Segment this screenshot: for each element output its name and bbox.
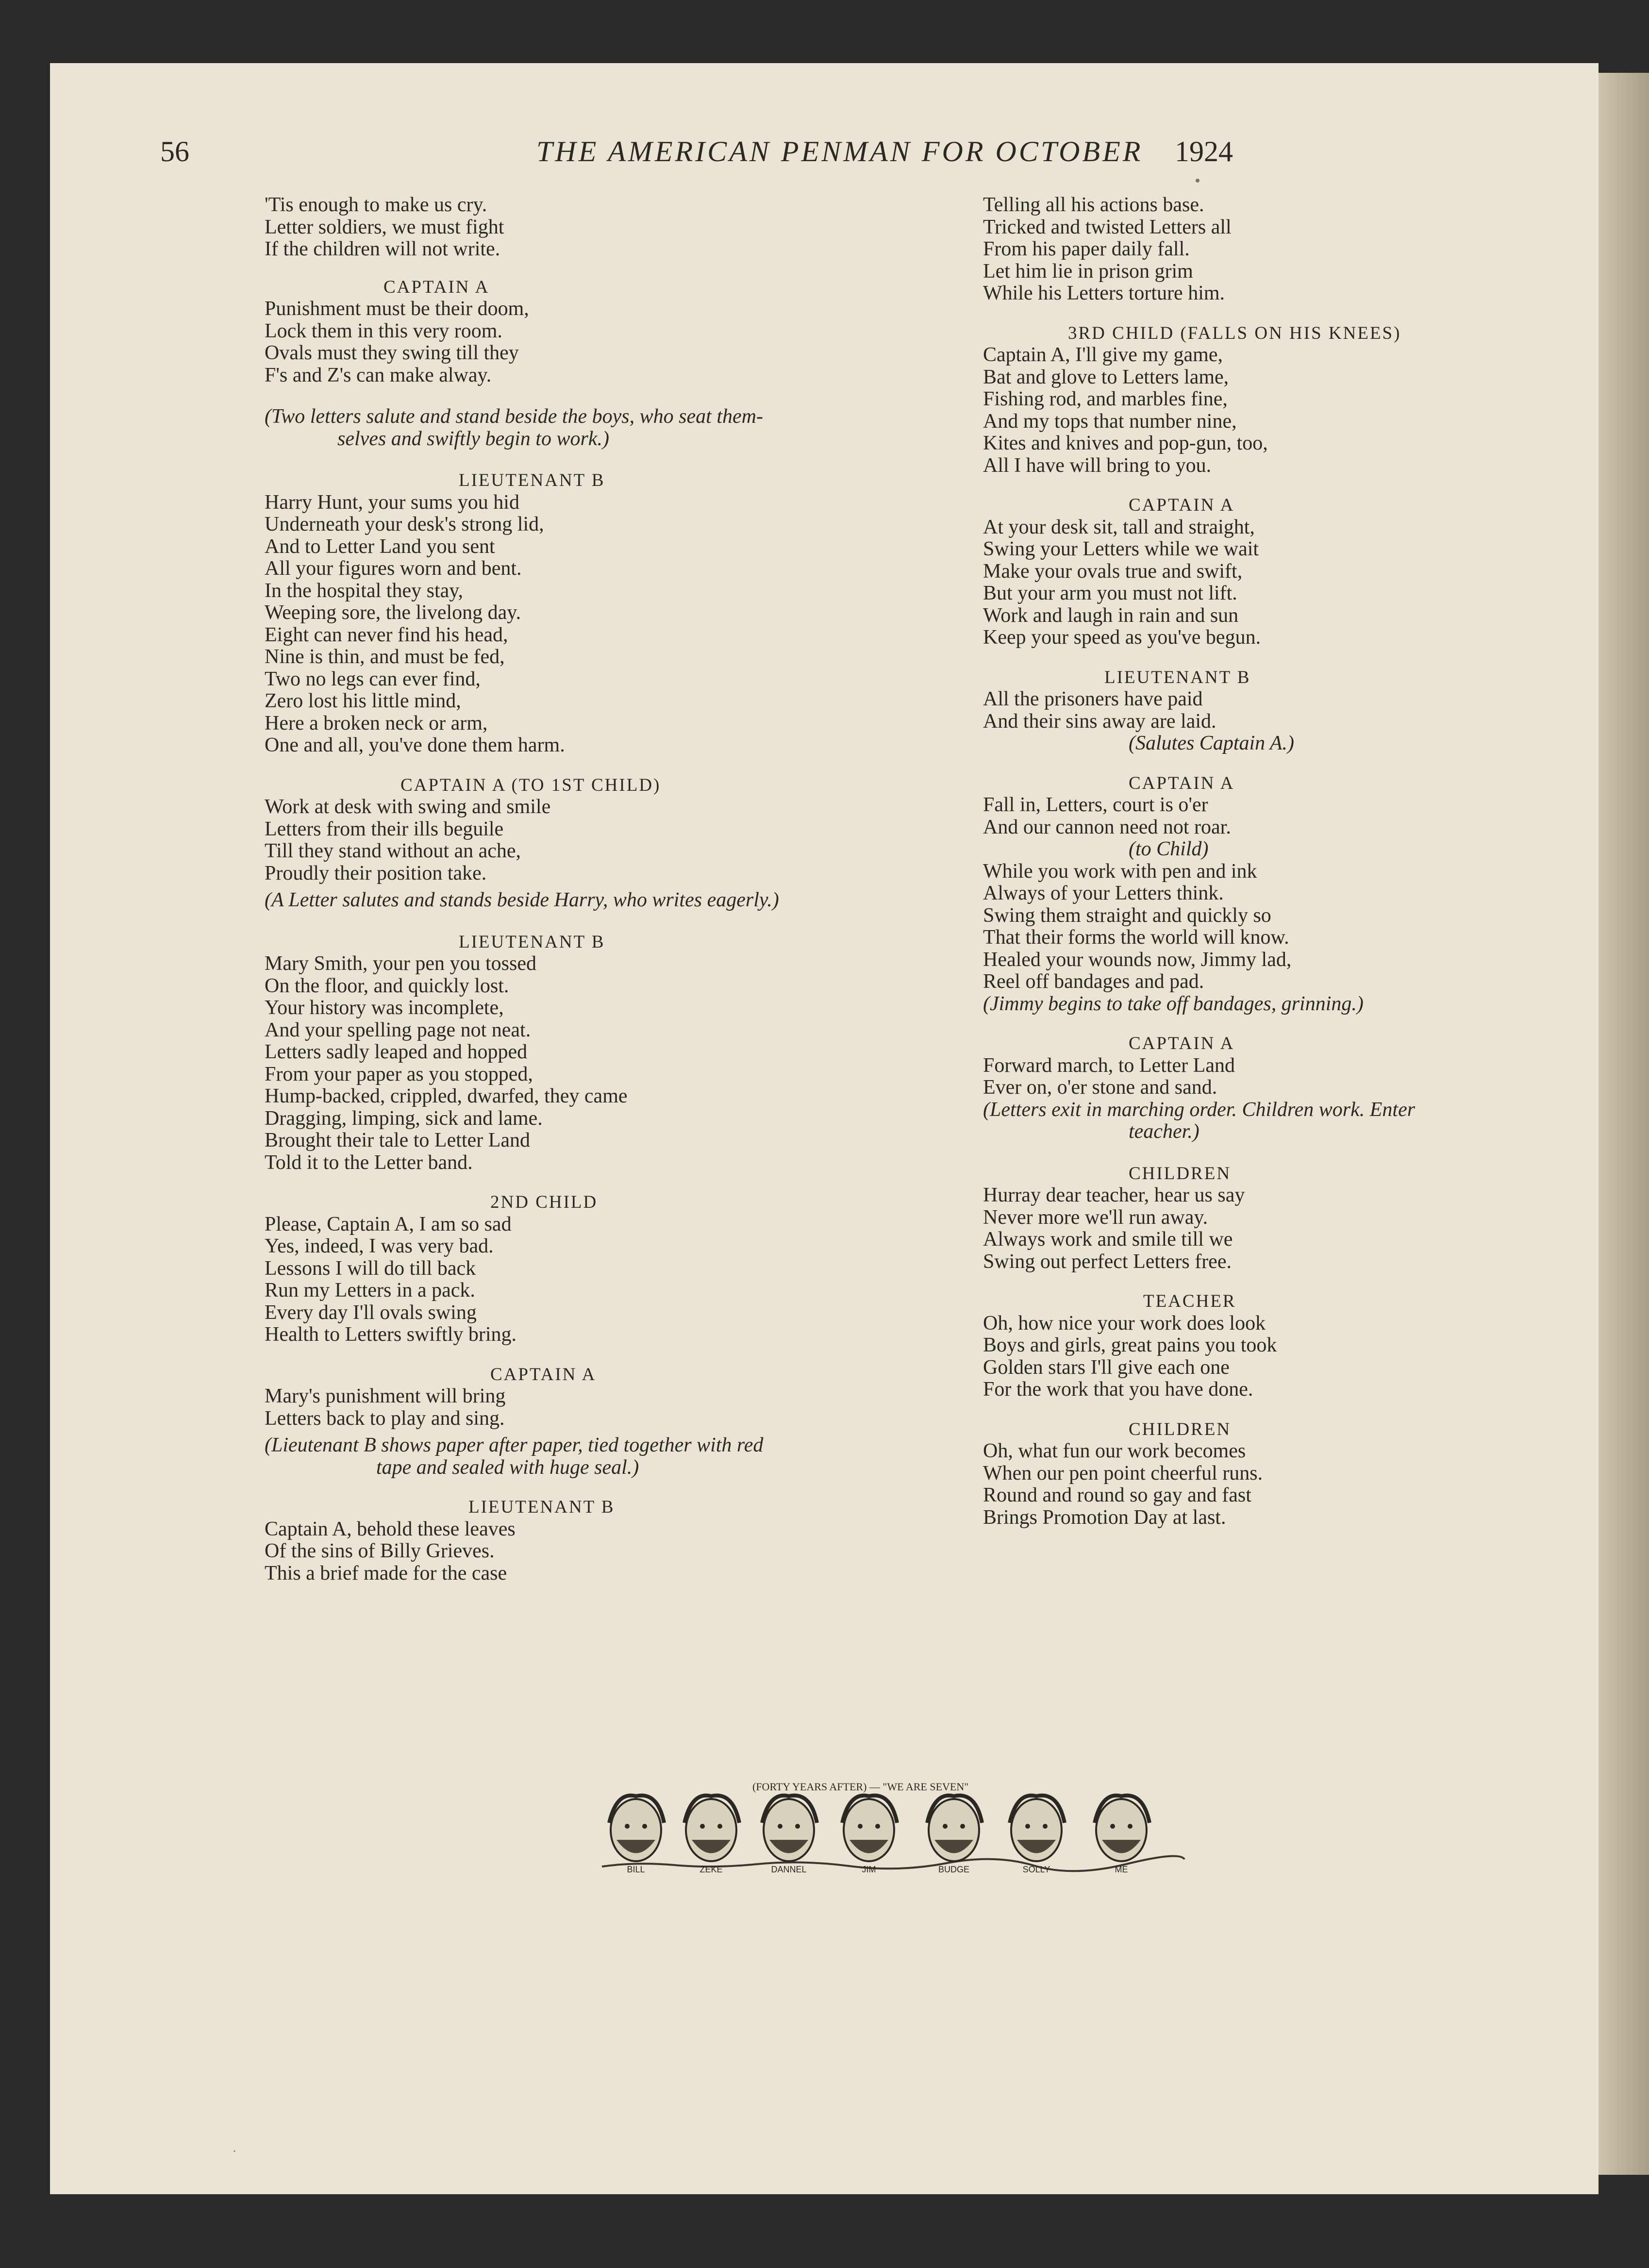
verse-line: Letters sadly leaped and hopped: [265, 1041, 528, 1063]
verse-line: Always of your Letters think.: [983, 882, 1224, 904]
stage-direction: (Salutes Captain A.): [1129, 732, 1295, 754]
verse-line: Weeping sore, the livelong day.: [265, 601, 521, 624]
verse-line: Underneath your desk's strong lid,: [265, 513, 544, 535]
verse-line: From his paper daily fall.: [983, 238, 1190, 260]
speaker-heading: 2ND CHILD: [490, 1192, 598, 1212]
verse-line: Hump-backed, crippled, dwarfed, they came: [265, 1085, 628, 1107]
verse-line: At your desk sit, tall and straight,: [983, 516, 1255, 538]
verse-line: Captain A, behold these leaves: [265, 1518, 516, 1540]
verse-line: If the children will not write.: [265, 238, 500, 260]
stage-direction: teacher.): [1129, 1120, 1199, 1143]
cartoon-face: [762, 1796, 817, 1861]
verse-line: Healed your wounds now, Jimmy lad,: [983, 948, 1292, 971]
verse-line: That their forms the world will know.: [983, 926, 1289, 949]
verse-line: Of the sins of Billy Grieves.: [265, 1540, 495, 1562]
verse-line: Letters from their ills beguile: [265, 817, 504, 840]
speaker-heading: LIEUTENANT B: [468, 1497, 615, 1517]
verse-line: Zero lost his little mind,: [265, 690, 461, 712]
verse-line: Two no legs can ever find,: [265, 667, 481, 690]
speaker-heading: CAPTAIN A: [1129, 1034, 1235, 1053]
speaker-heading: CAPTAIN A: [490, 1364, 597, 1384]
cartoon-name-label: ME: [1115, 1865, 1128, 1874]
stage-direction: (A Letter salutes and stands beside Harry, who writes eagerly.): [265, 889, 779, 911]
verse-line: Brings Promotion Day at last.: [983, 1506, 1226, 1529]
verse-line: Punishment must be their doom,: [265, 298, 529, 320]
stage-direction: (Jimmy begins to take off bandages, grinning.): [983, 992, 1364, 1015]
verse-line: Kites and knives and pop-gun, too,: [983, 432, 1268, 454]
verse-line: Telling all his actions base.: [983, 194, 1204, 216]
verse-line: All your figures worn and bent.: [265, 557, 522, 580]
verse-line: And to Letter Land you sent: [265, 535, 495, 558]
verse-line: From your paper as you stopped,: [265, 1063, 533, 1085]
verse-line: Letter soldiers, we must fight: [265, 216, 504, 238]
speaker-heading: TEACHER: [1143, 1291, 1236, 1311]
verse-line: All I have will bring to you.: [983, 454, 1212, 477]
speaker-heading: LIEUTENANT B: [459, 932, 605, 952]
verse-line: Letters back to play and sing.: [265, 1407, 505, 1430]
verse-line: And my tops that number nine,: [983, 410, 1237, 433]
speaker-heading: CAPTAIN A: [383, 277, 490, 297]
verse-line: Hurray dear teacher, hear us say: [983, 1184, 1245, 1206]
verse-line: Golden stars I'll give each one: [983, 1356, 1230, 1379]
verse-line: Mary Smith, your pen you tossed: [265, 952, 536, 975]
verse-line: Every day I'll ovals swing: [265, 1301, 477, 1324]
verse-line: On the floor, and quickly lost.: [265, 974, 509, 997]
page-footer-mark: ·: [232, 2143, 237, 2159]
verse-line: Eight can never find his head,: [265, 623, 508, 646]
verse-line: When our pen point cheerful runs.: [983, 1462, 1263, 1484]
cartoon-caption: (FORTY YEARS AFTER) — "WE ARE SEVEN": [752, 1781, 969, 1793]
verse-line: Health to Letters swiftly bring.: [265, 1323, 517, 1346]
speaker-heading: CAPTAIN A: [1129, 773, 1235, 793]
page-header: [160, 135, 1388, 188]
cartoon-name-label: DANNEL: [771, 1865, 807, 1874]
cartoon-heads: [609, 1796, 1149, 1861]
stage-direction: (Letters exit in marching order. Children work. Enter: [983, 1098, 1416, 1121]
verse-line: Harry Hunt, your sums you hid: [265, 491, 519, 514]
stage-direction: (to Child): [1129, 838, 1209, 860]
verse-line: Your history was incomplete,: [265, 997, 504, 1019]
running-year: 1924: [1175, 135, 1233, 167]
verse-line: 'Tis enough to make us cry.: [265, 194, 487, 216]
speaker-heading: 3RD CHILD (FALLS ON HIS KNEES): [1068, 323, 1401, 343]
verse-line: Fall in, Letters, court is o'er: [983, 794, 1208, 816]
cartoon-face: [609, 1796, 664, 1861]
verse-line: All the prisoners have paid: [983, 688, 1203, 710]
cartoon-ground-line: [602, 1856, 1184, 1871]
stage-direction: (Two letters salute and stand beside the boys, who seat them-: [265, 405, 763, 428]
verse-line: Reel off bandages and pad.: [983, 970, 1204, 993]
cartoon-face: [1010, 1796, 1065, 1861]
verse-line: In the hospital they stay,: [265, 579, 464, 602]
verse-line: One and all, you've done them harm.: [265, 734, 565, 756]
cartoon-name-label: BUDGE: [938, 1865, 970, 1874]
cartoon-name-label: ZEKE: [700, 1865, 723, 1874]
verse-line: While his Letters torture him.: [983, 282, 1225, 304]
verse-line: Run my Letters in a pack.: [265, 1279, 475, 1301]
verse-line: Lock them in this very room.: [265, 319, 502, 342]
verse-line: F's and Z's can make alway.: [265, 364, 492, 386]
verse-line: Work and laugh in rain and sun: [983, 604, 1239, 627]
verse-line: But your arm you must not lift.: [983, 582, 1237, 604]
verse-line: Tricked and twisted Letters all: [983, 216, 1232, 238]
verse-line: Till they stand without an ache,: [265, 840, 521, 862]
verse-line: Told it to the Letter band.: [265, 1151, 473, 1174]
verse-line: Always work and smile till we: [983, 1228, 1233, 1251]
verse-line: Swing them straight and quickly so: [983, 904, 1271, 927]
header-ornament: [1196, 179, 1199, 183]
stage-direction: (Lieutenant B shows paper after paper, tied together with red: [265, 1434, 764, 1456]
cartoon-face: [927, 1796, 982, 1861]
verse-line: Make your ovals true and swift,: [983, 560, 1243, 583]
verse-line: This a brief made for the case: [265, 1562, 507, 1584]
page-number: 56: [160, 135, 189, 167]
verse-line: Round and round so gay and fast: [983, 1484, 1251, 1506]
speaker-heading: LIEUTENANT B: [1104, 667, 1251, 687]
verse-line: For the work that you have done.: [983, 1378, 1253, 1401]
verse-line: While you work with pen and ink: [983, 860, 1257, 883]
cartoon-illustration: [597, 1777, 1189, 1874]
verse-line: Work at desk with swing and smile: [265, 796, 551, 818]
verse-line: Bat and glove to Letters lame,: [983, 366, 1229, 388]
cartoon-face: [842, 1796, 897, 1861]
verse-line: And your spelling page not neat.: [265, 1018, 531, 1041]
verse-line: And our cannon need not roar.: [983, 816, 1231, 838]
verse-line: Never more we'll run away.: [983, 1206, 1208, 1229]
running-title: THE AMERICAN PENMAN FOR OCTOBER: [536, 135, 1143, 167]
left-column: [265, 194, 925, 1584]
verse-line: Let him lie in prison grim: [983, 260, 1193, 283]
speaker-heading: CAPTAIN A: [1129, 495, 1235, 515]
stage-direction: selves and swiftly begin to work.): [337, 427, 609, 450]
cartoon-name-label: SOLLY: [1022, 1865, 1050, 1874]
cartoon-name-label: BILL: [627, 1865, 645, 1874]
verse-line: Mary's punishment will bring: [265, 1385, 506, 1407]
verse-line: Oh, what fun our work becomes: [983, 1440, 1246, 1462]
speaker-heading: CHILDREN: [1129, 1419, 1232, 1439]
verse-line: Fishing rod, and marbles fine,: [983, 388, 1228, 410]
verse-line: Captain A, I'll give my game,: [983, 344, 1223, 366]
right-column: [983, 194, 1551, 1529]
page-edge: [1599, 73, 1649, 2175]
verse-line: Swing out perfect Letters free.: [983, 1250, 1232, 1273]
verse-line: Lessons I will do till back: [265, 1257, 476, 1280]
verse-line: Proudly their position take.: [265, 862, 487, 884]
verse-line: Boys and girls, great pains you took: [983, 1334, 1277, 1356]
verse-line: And their sins away are laid.: [983, 710, 1216, 733]
speaker-heading: LIEUTENANT B: [459, 470, 605, 490]
verse-line: Yes, indeed, I was very bad.: [265, 1235, 494, 1257]
verse-line: Oh, how nice your work does look: [983, 1312, 1266, 1334]
verse-line: Ovals must they swing till they: [265, 342, 519, 364]
verse-line: Dragging, limping, sick and lame.: [265, 1107, 543, 1130]
verse-line: Nine is thin, and must be fed,: [265, 646, 505, 668]
verse-line: Swing your Letters while we wait: [983, 538, 1259, 560]
verse-line: Please, Captain A, I am so sad: [265, 1213, 512, 1235]
cartoon-face: [684, 1796, 739, 1861]
speaker-heading: CAPTAIN A (TO 1ST CHILD): [400, 775, 661, 795]
verse-line: Ever on, o'er stone and sand.: [983, 1076, 1217, 1099]
verse-line: Forward march, to Letter Land: [983, 1054, 1235, 1077]
cartoon-face: [1095, 1796, 1149, 1861]
stage-direction: tape and sealed with huge seal.): [376, 1456, 639, 1479]
cartoon-name-label: JIM: [862, 1865, 876, 1874]
verse-line: Keep your speed as you've begun.: [983, 626, 1261, 649]
verse-line: Brought their tale to Letter Land: [265, 1129, 530, 1151]
verse-line: Here a broken neck or arm,: [265, 712, 488, 734]
speaker-heading: CHILDREN: [1129, 1163, 1232, 1184]
